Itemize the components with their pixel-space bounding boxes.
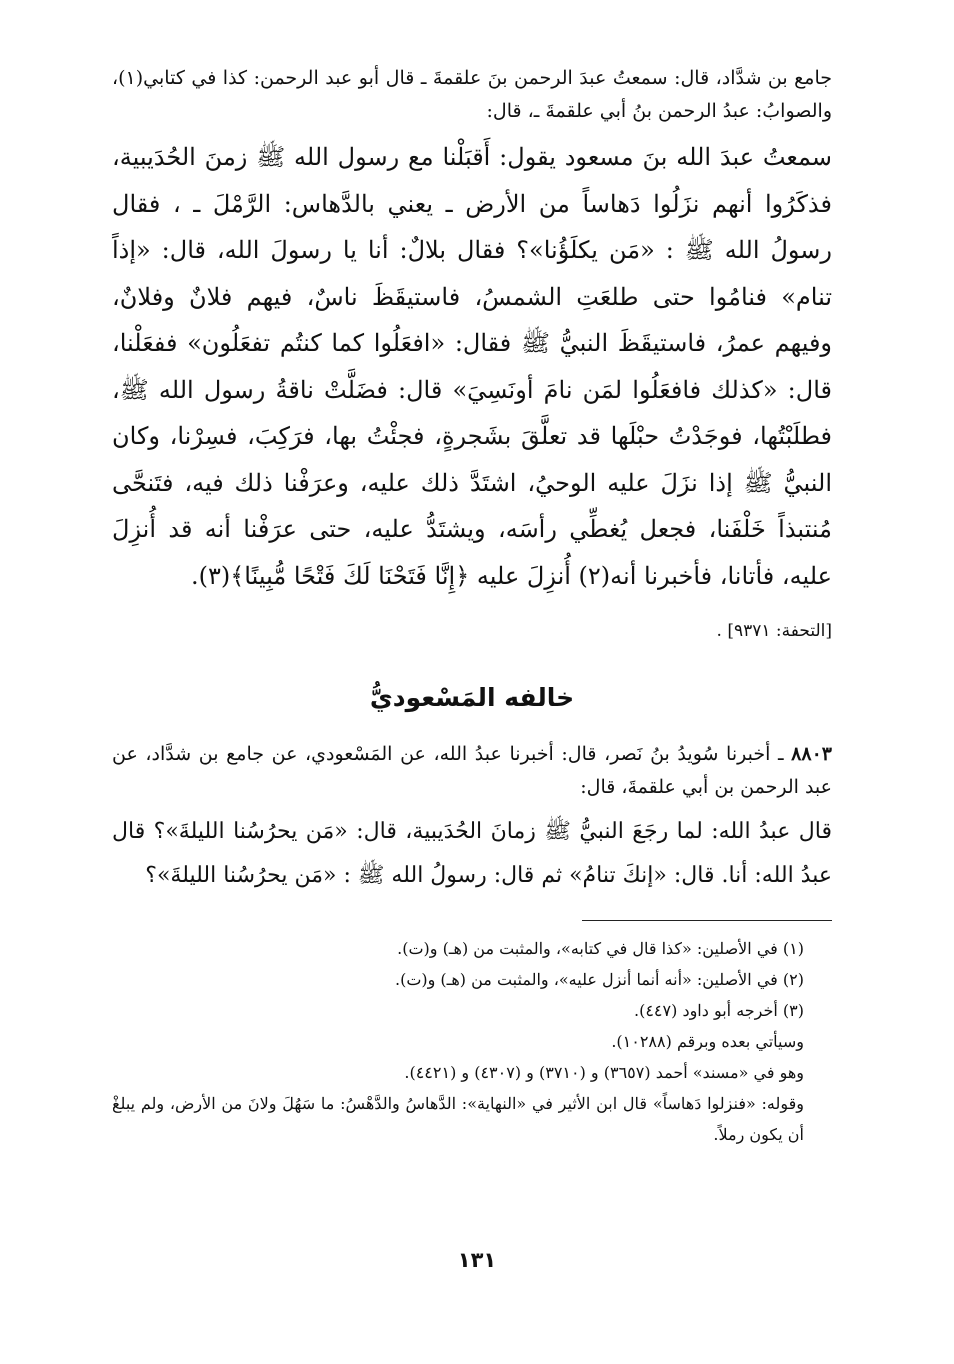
footnote-3-cont-2: وهو في «مسند» أحمد (٣٦٥٧) و (٣٧١٠) و (٤٣٠٧) و (٤٤٢١).: [404, 1063, 804, 1082]
section-heading: خالفه المَسْعوديُّ: [369, 683, 575, 712]
footnote-3: (٣) أخرجه أبو داود (٤٤٧).: [634, 1001, 804, 1020]
hadith-isnad-2: [112, 738, 832, 804]
page-content: [112, 62, 832, 1150]
footnote-2: (٢) في الأصلين: «أنه أنما أنزل عليه»، والمثبت من (هـ) و(ت).: [394, 970, 804, 989]
hadith-text-1: سمعتُ عبدَ الله بنَ مسعود يقول: أَقبَلْنا مع رسول الله ﷺ زمنَ الحُدَيبية، فذكَرُوا أنهم نزَلُوا دَهاساً من الأرض ـ يعني بالدَّهاس: الرَّمْلَ ـ ، فقال رسولُ الله ﷺ : «مَن يكلَؤُنا»؟ فقال بلالٌ: أنا يا رسولَ الله، قال: «إذاً تنام» فنامُوا حتى طلعَتِ الشمسُ، فاستيقَظَ ناسٌ، فيهم فلانٌ وفلانٌ، وفيهم عمرُ، فاستيقَظَ النبيُّ ﷺ فقال: «افعَلُوا كما كنتُم تفعَلُون» ففعَلْنا، قال: «كذلك فافعَلُوا لمَن نامَ أونَسِيَ» قال: فضَلَّتْ ناقةُ رسول الله ﷺ، فطلَبْتُها، فوجَدْتُ حبْلَها قد تعلَّقَ بشَجرةٍ، فجئْتُ بها، فرَكِبَ، فسِرْنا، وكان النبيُّ ﷺ إذا نزَلَ عليه الوحيُ، اشتَدَّ ذلك عليه، وعرَفْنا ذلك فيه، فتَنحَّى مُنتبذاً خَلْفَنا، فجعل يُغطِّي رأسَه، ويشتَدُّ عليه، حتى عرَفْنا أنه قد أُنزِلَ عليه، فأتانا، فأخبرنا أنه(٢) أُنزِلَ عليه ﴿إِنَّا فَتَحْنَا لَكَ فَتْحًا مُّبِينًا﴾(٣).: [112, 143, 832, 590]
footnote-divider: [582, 920, 832, 921]
hadith-isnad-text: ـ أخبرنا سُويدُ بنُ نَصر، قال: أخبرنا عبدُ الله، عن المَسْعودي، عن جامع بن شدَّاد، عن عبد الرحمن بن أبي علقمةَ، قال:: [112, 743, 832, 798]
intro-isnad: جامع بن شدَّاد، قال: سمعتُ عبدَ الرحمن بنَ علقمةَ ـ قال أبو عبد الرحمن: كذا في كتابي(١)، والصوابُ: عبدُ الرحمن بنُ أبي علقمةَ ـ، قال:: [112, 67, 832, 122]
page-number: ١٣١: [457, 1248, 497, 1272]
footnote-3-cont-3: وقوله: «فنزلوا دَهاساً» قال ابن الأثير في «النهاية»: الدَّهاسُ والدَّهْسُ: ما سَهُلَ ولانَ من الأرض، ولم يبلغْ أن يكون رملاً.: [112, 1094, 804, 1144]
footnotes: [112, 933, 832, 1150]
hadith-number: ٨٨٠٣: [791, 743, 832, 765]
hadith-text-2: قال عبدُ الله: لما رجَعَ النبيُّ ﷺ زمانَ الحُدَيبية، قال: «مَن يحرُسُنا الليلةَ»؟ قال عبدُ الله: أنا. قال: «إنكَ تنامُ» ثم قال: رسولُ الله ﷺ : «مَن يحرُسُنا الليلةَ»؟: [112, 819, 832, 888]
footnote-1: (١) في الأصلين: «كذا قال في كتابه»، والمثبت من (هـ) و(ت).: [397, 939, 804, 958]
footnote-3-cont-1: وسيأتي بعده وبرقم (١٠٢٨٨).: [611, 1032, 804, 1051]
tuhfa-reference: [التحفة: ٩٣٧١] .: [716, 621, 832, 641]
